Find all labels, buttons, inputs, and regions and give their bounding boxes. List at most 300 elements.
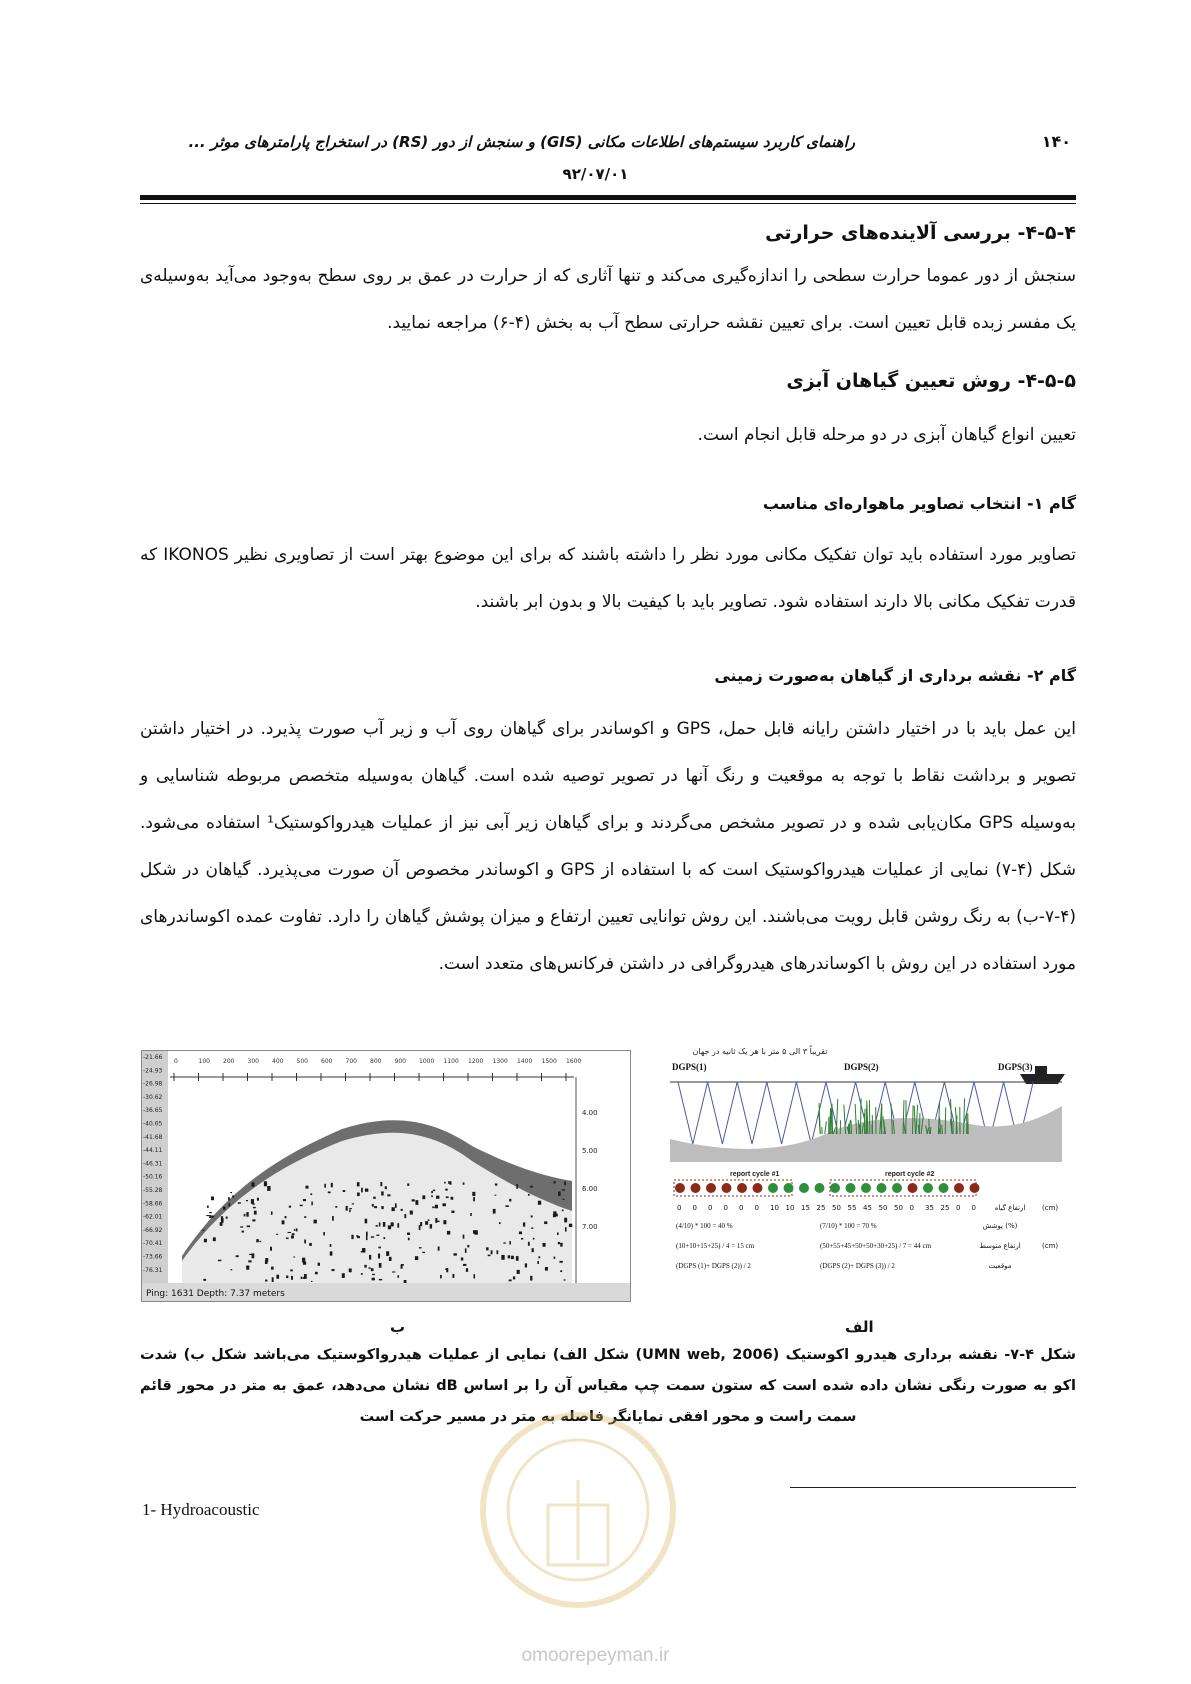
echo-speckle: [557, 1232, 559, 1235]
echo-speckle: [545, 1267, 548, 1271]
svg-text:(10+10+15+25) / 4 = 15 cm: (10+10+15+25) / 4 = 15 cm: [676, 1242, 755, 1250]
echo-speckle: [438, 1246, 440, 1250]
echo-speckle: [267, 1186, 270, 1191]
survey-ping-dot: [877, 1183, 887, 1193]
svg-text:(cm): (cm): [1042, 1204, 1059, 1212]
echo-speckle: [323, 1232, 325, 1235]
echo-speckle: [444, 1182, 446, 1184]
weed-stem: [831, 1105, 832, 1134]
echo-speckle: [563, 1199, 565, 1200]
echo-speckle: [508, 1255, 511, 1258]
echo-speckle: [259, 1241, 261, 1242]
echogram-scale-label: -73.66: [143, 1253, 163, 1261]
echo-speckle: [238, 1202, 241, 1204]
echo-speckle: [270, 1247, 272, 1251]
weed-stem: [945, 1107, 946, 1134]
echogram-x-tick: 600: [321, 1058, 333, 1065]
echo-speckle: [349, 1208, 352, 1209]
echo-speckle: [383, 1237, 385, 1239]
header-rule-thin: [140, 203, 1076, 204]
svg-text:(50+55+45+50+50+30+25) / 7 = 4: (50+55+45+50+50+30+25) / 7 = 44 cm: [820, 1242, 932, 1250]
echo-speckle: [558, 1191, 560, 1196]
echo-speckle: [246, 1266, 249, 1270]
header-date: ۹۲/۰۷/۰۱: [562, 165, 629, 183]
survey-diagram-figure: [670, 1044, 1070, 1302]
echogram-x-tick: 1500: [541, 1058, 557, 1065]
echo-speckle: [533, 1238, 535, 1240]
survey-ping-dot: [753, 1183, 763, 1193]
echo-speckle: [497, 1250, 499, 1254]
echo-speckle: [380, 1182, 382, 1186]
echo-speckle: [369, 1255, 371, 1260]
echo-speckle: [357, 1182, 360, 1186]
echo-speckle: [486, 1247, 488, 1250]
echo-speckle: [532, 1248, 534, 1252]
echo-speckle: [373, 1197, 375, 1199]
echo-speckle: [257, 1198, 259, 1201]
echogram-depth-tick: 4.00: [582, 1109, 598, 1117]
echo-speckle: [401, 1265, 403, 1268]
echo-speckle: [311, 1202, 313, 1206]
echo-speckle: [351, 1235, 353, 1239]
echogram-scale-label: -70.41: [143, 1240, 163, 1248]
echo-speckle: [553, 1214, 556, 1217]
echo-speckle: [332, 1269, 335, 1271]
plant-height-value: 0: [956, 1204, 961, 1212]
echogram-x-tick: 200: [223, 1058, 235, 1065]
echo-speckle: [513, 1276, 515, 1279]
echo-speckle: [560, 1243, 562, 1247]
echo-speckle: [361, 1188, 363, 1193]
echogram-scale-label: -44.11: [143, 1147, 163, 1155]
survey-ping-dot: [923, 1183, 933, 1193]
echo-speckle: [474, 1230, 477, 1235]
echo-speckle: [397, 1275, 399, 1277]
echo-speckle: [443, 1220, 446, 1224]
echo-speckle: [451, 1197, 454, 1200]
echo-speckle: [330, 1251, 333, 1255]
echo-speckle: [209, 1212, 212, 1213]
echo-speckle: [422, 1252, 425, 1253]
echo-speckle: [415, 1256, 418, 1260]
echo-speckle: [315, 1272, 318, 1275]
echo-speckle: [493, 1209, 496, 1214]
plant-height-value: 35: [925, 1204, 934, 1212]
survey-ping-dot: [737, 1183, 747, 1193]
echo-speckle: [276, 1234, 278, 1235]
echogram-x-tick: 300: [247, 1058, 259, 1065]
echo-speckle: [445, 1268, 447, 1270]
survey-ping-dot: [706, 1183, 716, 1193]
survey-ping-dot: [892, 1183, 902, 1193]
echo-speckle: [374, 1206, 377, 1208]
echo-speckle: [289, 1206, 291, 1208]
echo-speckle: [452, 1274, 454, 1278]
echo-speckle: [395, 1203, 397, 1207]
svg-text:(7/10) * 100 = 70 %: (7/10) * 100 = 70 %: [820, 1222, 877, 1230]
echo-speckle: [530, 1186, 533, 1188]
echo-speckle: [447, 1231, 450, 1235]
echo-speckle: [324, 1184, 326, 1188]
echo-speckle: [516, 1256, 519, 1261]
echo-speckle: [305, 1186, 308, 1189]
figure-caption: شکل ۴-۷- نقشه برداری هیدرو اکوستیک (UMN web, 2006) شکل الف) نمایی از عملیات هیدرواکوستیک می‌باشد شکل ب) شدت اکو به صورت رنگی نشان داده شده است که ستون سمت چپ مقیاس آن را بر اساس dB نشان می‌دهد، عمق به متر در محور قائم سمت راست و محور افقی نمایانگر فاصله به متر در مسیر حرکت است: [140, 1347, 1076, 1425]
echogram-figure: [141, 1050, 631, 1302]
echo-speckle: [372, 1274, 375, 1275]
echo-speckle: [228, 1203, 230, 1206]
paragraph-step2: این عمل باید با در اختیار داشتن رایانه قابل حمل، GPS و اکوساندر برای گیاهان روی آب و زیر آب صورت پذیرد. در اختیار داشتن تصویر و برداشت نقاط با توجه به موقعیت و رنگ آنها در تصویر توصیه شده است. گیاهان به‌وسیله متخصص مربوطه شناسایی و به‌وسیله GPS مکان‌یابی شده و در تصویر مشخص می‌گردند و برای گیاهان زیر آبی نیز از عملیات هیدرواکوستیک¹ استفاده می‌شود. شکل (۴-۷) نمایی از عملیات هیدرواکوستیک است که با استفاده از GPS و اکوساندر مخصوص آن صورت می‌پذیرد. گیاهان در شکل (۴-۷-ب) به رنگ روشن قابل رویت می‌باشند. این روش توانایی تعیین ارتفاع و میزان پوشش گیاهان را دارد. تفاوت عمده اکوساندرهای مورد استفاده در این روش با اکوساندرهای هیدروگرافی در داشتن فرکانس‌های متعدد است.: [140, 719, 1077, 974]
echo-speckle: [544, 1221, 547, 1224]
echo-speckle: [435, 1218, 437, 1223]
echo-speckle: [291, 1235, 294, 1238]
echo-speckle: [516, 1184, 518, 1189]
echo-speckle: [253, 1207, 256, 1208]
echogram-scale-label: -66.92: [143, 1226, 163, 1234]
echo-speckle: [356, 1235, 358, 1237]
svg-text:(DGPS (2)+ DGPS (3)) / 2: (DGPS (2)+ DGPS (3)) / 2: [820, 1262, 895, 1270]
echo-speckle: [432, 1206, 434, 1208]
echo-speckle: [248, 1260, 251, 1262]
echo-speckle: [376, 1235, 379, 1236]
weed-stem: [825, 1121, 827, 1134]
plant-height-value: 50: [832, 1204, 841, 1212]
svg-text:ارتفاع متوسط: ارتفاع متوسط: [979, 1242, 1021, 1250]
echo-speckle: [385, 1186, 387, 1189]
section-heading-thermal: ۴-۵-۴- بررسی آلاینده‌های حرارتی: [765, 222, 1076, 244]
echo-speckle: [361, 1273, 363, 1275]
echo-speckle: [503, 1242, 506, 1243]
echogram-depth-tick: 6.00: [582, 1185, 598, 1193]
plant-height-value: 25: [816, 1204, 826, 1212]
plant-height-value: 0: [692, 1204, 697, 1212]
echo-speckle: [366, 1236, 368, 1240]
echo-speckle: [371, 1236, 374, 1237]
echo-speckle: [407, 1233, 410, 1235]
echo-speckle: [240, 1226, 243, 1227]
echo-speckle: [282, 1220, 285, 1224]
echo-speckle: [364, 1265, 366, 1268]
echo-speckle: [303, 1262, 306, 1265]
echo-speckle: [378, 1247, 381, 1249]
echo-speckle: [386, 1251, 389, 1256]
plant-height-value: 50: [878, 1204, 888, 1212]
echo-speckle: [303, 1199, 306, 1201]
echo-speckle: [218, 1260, 221, 1261]
echo-speckle: [470, 1213, 472, 1216]
echo-speckle: [530, 1276, 532, 1281]
echo-speckle: [328, 1191, 331, 1193]
echo-speckle: [294, 1229, 296, 1230]
section-heading-aquatic-plants: ۴-۵-۵- روش تعیین گیاهان آبزی: [786, 370, 1076, 392]
echo-speckle: [314, 1220, 317, 1224]
plant-height-value: 0: [754, 1204, 759, 1212]
echo-speckle: [392, 1271, 395, 1272]
echo-speckle: [286, 1275, 288, 1278]
echo-speckle: [499, 1222, 501, 1224]
header-rule: [140, 195, 1076, 200]
echo-speckle: [531, 1228, 533, 1229]
survey-ping-dot: [970, 1183, 980, 1193]
echo-speckle: [501, 1255, 504, 1260]
weed-stem: [860, 1098, 861, 1134]
echo-speckle: [467, 1245, 469, 1247]
survey-ping-dot: [939, 1183, 949, 1193]
echo-speckle: [211, 1196, 214, 1200]
page-number: ۱۴۰: [1041, 132, 1071, 151]
echo-speckle: [346, 1206, 348, 1211]
survey-ping-dot: [861, 1183, 871, 1193]
echo-speckle: [407, 1183, 409, 1185]
echo-speckle: [236, 1255, 239, 1257]
echo-speckle: [209, 1215, 211, 1218]
echo-speckle: [343, 1190, 346, 1192]
echogram-x-tick: 1000: [419, 1058, 435, 1065]
echo-speckle: [559, 1261, 562, 1263]
echogram-x-tick: 400: [272, 1058, 284, 1065]
echo-speckle: [558, 1242, 560, 1244]
echo-speckle: [276, 1275, 279, 1279]
echo-speckle: [401, 1209, 403, 1211]
echo-speckle: [509, 1199, 511, 1202]
echo-speckle: [528, 1242, 530, 1246]
plant-height-value: 25: [940, 1204, 950, 1212]
echo-speckle: [451, 1211, 454, 1213]
echo-speckle: [303, 1277, 305, 1279]
echo-speckle: [304, 1240, 306, 1244]
echo-speckle: [366, 1232, 368, 1237]
survey-ping-dot: [908, 1183, 918, 1193]
echo-speckle: [203, 1279, 206, 1281]
plant-height-value: 10: [785, 1204, 795, 1212]
echo-speckle: [564, 1279, 566, 1280]
echo-speckle: [349, 1209, 351, 1212]
echo-speckle: [242, 1231, 244, 1233]
echogram-scale-label: -62.01: [143, 1213, 163, 1221]
echo-speckle: [472, 1192, 475, 1196]
figure-label-b: ب: [390, 1318, 406, 1336]
plant-height-value: 0: [723, 1204, 728, 1212]
echogram-x-tick: 1600: [566, 1058, 582, 1065]
echo-speckle: [272, 1277, 274, 1282]
echo-speckle: [230, 1192, 232, 1193]
svg-text:DGPS(2): DGPS(2): [844, 1062, 879, 1072]
echo-speckle: [397, 1223, 399, 1228]
echo-speckle: [331, 1183, 333, 1187]
echogram-x-tick: 500: [296, 1058, 308, 1065]
echo-speckle: [521, 1238, 523, 1240]
echo-speckle: [271, 1267, 274, 1270]
echo-speckle: [435, 1205, 438, 1209]
echogram-scale-label: -76.31: [143, 1266, 163, 1274]
echo-speckle: [463, 1235, 465, 1239]
echo-speckle: [410, 1211, 413, 1215]
echo-speckle: [419, 1247, 421, 1248]
echogram-x-tick: 1200: [468, 1058, 484, 1065]
echo-speckle: [387, 1194, 390, 1196]
echo-speckle: [226, 1217, 228, 1219]
echo-speckle: [553, 1181, 555, 1183]
echo-speckle: [288, 1232, 291, 1233]
survey-ping-dot: [784, 1183, 794, 1193]
echo-speckle: [244, 1214, 246, 1217]
echo-speckle: [412, 1199, 415, 1201]
plant-height-value: 0: [909, 1204, 914, 1212]
echo-speckle: [509, 1241, 511, 1244]
watermark-seal: [478, 1410, 678, 1610]
svg-text:(DGPS (1)+ DGPS (2)) / 2: (DGPS (1)+ DGPS (2)) / 2: [676, 1262, 751, 1270]
echo-speckle: [254, 1211, 257, 1215]
echo-speckle: [425, 1221, 428, 1225]
echo-speckle: [564, 1218, 567, 1223]
echogram-x-tick: 1100: [443, 1058, 459, 1065]
echo-speckle: [246, 1200, 248, 1201]
echo-speckle: [491, 1250, 493, 1254]
echo-speckle: [445, 1189, 447, 1191]
svg-text:DGPS(1): DGPS(1): [672, 1062, 707, 1072]
echo-speckle: [296, 1228, 298, 1231]
echo-speckle: [392, 1207, 395, 1211]
echo-speckle: [430, 1224, 432, 1228]
watermark-site: omoorepeyman.ir: [521, 1645, 670, 1666]
echo-speckle: [383, 1222, 385, 1227]
echo-speckle: [466, 1268, 468, 1272]
echo-speckle: [357, 1192, 360, 1196]
echo-speckle: [361, 1251, 364, 1252]
echo-speckle: [311, 1281, 313, 1282]
echo-speckle: [436, 1221, 439, 1222]
echo-speckle: [519, 1232, 522, 1235]
echo-speckle: [379, 1279, 382, 1280]
echo-speckle: [376, 1225, 378, 1227]
echo-speckle: [247, 1225, 250, 1227]
plant-height-value: 50: [894, 1204, 903, 1212]
echo-speckle: [265, 1258, 268, 1262]
echo-speckle: [538, 1256, 540, 1258]
echo-speckle: [378, 1254, 380, 1259]
weed-stem: [881, 1121, 882, 1134]
echo-speckle: [256, 1239, 259, 1242]
echo-speckle: [528, 1194, 530, 1196]
echo-speckle: [372, 1278, 375, 1281]
survey-ping-dot: [830, 1183, 840, 1193]
echo-speckle: [231, 1269, 233, 1270]
echo-speckle: [562, 1189, 565, 1190]
echo-speckle: [379, 1222, 381, 1226]
svg-text:موقعیت: موقعیت: [988, 1262, 1012, 1270]
echo-speckle: [433, 1190, 435, 1191]
echo-speckle: [511, 1256, 514, 1259]
echo-speckle: [509, 1279, 512, 1281]
echo-speckle: [251, 1199, 254, 1204]
echo-speckle: [562, 1210, 564, 1212]
echo-speckle: [422, 1195, 425, 1199]
echo-speckle: [285, 1216, 287, 1218]
echo-speckle: [560, 1270, 562, 1272]
echogram-scale-label: -55.28: [143, 1187, 163, 1194]
echo-speckle: [391, 1222, 394, 1226]
echo-speckle: [569, 1224, 572, 1227]
echo-speckle: [246, 1212, 248, 1217]
echo-speckle: [372, 1204, 374, 1207]
survey-ping-dot: [815, 1183, 825, 1193]
figure-label-a: الف: [845, 1318, 874, 1336]
echo-speckle: [408, 1238, 410, 1241]
echogram-scale-label: -36.65: [143, 1107, 163, 1115]
echo-speckle: [352, 1203, 354, 1204]
echo-speckle: [252, 1253, 255, 1258]
step1-heading: گام ۱- انتخاب تصاویر ماهواره‌ای مناسب: [762, 494, 1076, 513]
echo-speckle: [221, 1216, 223, 1221]
echo-speckle: [271, 1211, 273, 1214]
echo-speckle: [332, 1216, 334, 1221]
echo-speckle: [446, 1196, 449, 1198]
weed-stem: [929, 1119, 930, 1134]
plant-height-value: 0: [739, 1204, 744, 1212]
echo-speckle: [335, 1206, 337, 1208]
echo-speckle: [379, 1263, 382, 1268]
survey-ping-dot: [691, 1183, 701, 1193]
echo-speckle: [310, 1193, 312, 1195]
plant-height-value: 0: [708, 1204, 713, 1212]
echo-speckle: [223, 1207, 225, 1210]
echo-speckle: [454, 1253, 457, 1255]
echo-speckle: [517, 1270, 520, 1274]
echo-speckle: [301, 1277, 303, 1279]
echo-speckle: [342, 1273, 345, 1278]
svg-text:DGPS(3): DGPS(3): [998, 1062, 1033, 1072]
echo-speckle: [213, 1237, 216, 1241]
echogram-x-tick: 1400: [517, 1058, 533, 1065]
echogram-scale-label: -41.68: [143, 1133, 163, 1141]
echo-speckle: [349, 1268, 352, 1272]
echo-speckle: [431, 1191, 433, 1193]
echo-speckle: [292, 1233, 295, 1235]
echogram-x-tick: 700: [345, 1058, 357, 1065]
echo-speckle: [495, 1183, 497, 1185]
echogram-x-tick: 800: [370, 1058, 382, 1065]
echogram-x-tick: 1300: [492, 1058, 508, 1065]
echo-speckle: [252, 1219, 255, 1221]
paragraph-aquatic-intro: تعیین انواع گیاهان آبزی در دو مرحله قابل انجام است.: [697, 425, 1076, 445]
echogram-scale-label: -46.31: [143, 1160, 163, 1168]
survey-ping-dot: [768, 1183, 778, 1193]
echo-speckle: [309, 1243, 312, 1246]
survey-ping-dot: [954, 1183, 964, 1193]
svg-text:تقریباً ۳ الی ۵ متر با هر یک ث: تقریباً ۳ الی ۵ متر با هر یک ثانیه در جهان: [692, 1047, 828, 1056]
echo-speckle: [207, 1206, 209, 1208]
echo-speckle: [463, 1264, 466, 1266]
echo-speckle: [251, 1182, 254, 1186]
echo-speckle: [488, 1255, 491, 1257]
echo-speckle: [211, 1215, 214, 1217]
echo-speckle: [495, 1195, 497, 1196]
plant-height-value: 45: [863, 1204, 872, 1212]
echo-speckle: [330, 1244, 332, 1247]
plant-height-value: 0: [971, 1204, 976, 1212]
echo-speckle: [565, 1227, 567, 1231]
echo-speckle: [505, 1205, 508, 1207]
echogram-depth-tick: 5.00: [582, 1147, 598, 1155]
echo-speckle: [318, 1263, 320, 1266]
plant-height-value: 10: [770, 1204, 779, 1212]
svg-text:ارتفاع گیاه: ارتفاع گیاه: [994, 1204, 1026, 1212]
echo-speckle: [228, 1197, 230, 1200]
echogram-depth-tick: 7.00: [582, 1223, 598, 1231]
echo-speckle: [265, 1280, 267, 1282]
echo-speckle: [389, 1257, 392, 1261]
echo-speckle: [304, 1216, 306, 1218]
echogram-scale-label: -58.66: [143, 1200, 163, 1208]
